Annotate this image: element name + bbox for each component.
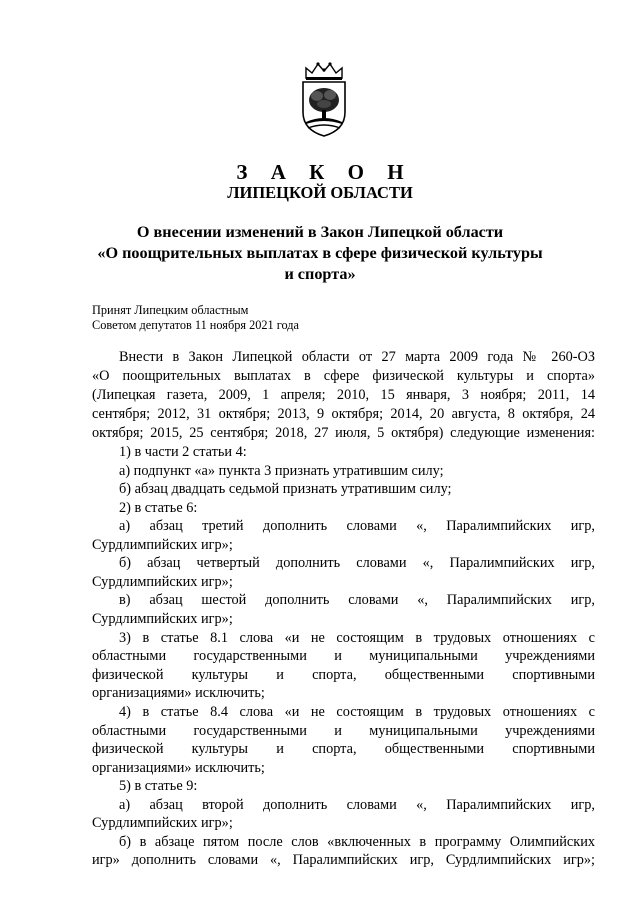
body-line: организациями» исключить;: [92, 760, 265, 776]
body-line: областными государственными и муниципальными учреждениями: [92, 723, 595, 739]
body-line: физической культуры и спорта, общественными спортивными: [92, 741, 595, 757]
law-title: З А К О Н: [236, 160, 413, 184]
law-heading-line: О внесении изменений в Закон Липецкой области: [136, 223, 504, 241]
body-line: 1) в части 2 статьи 4:: [119, 444, 247, 460]
body-line: 4) в статье 8.4 слова «и не состоящим в трудовых отношениях с: [119, 704, 595, 720]
body-line: а) абзац третий дополнить словами «, Паралимпийских игр,: [119, 518, 595, 534]
body-line: 5) в статье 9:: [119, 778, 198, 794]
law-region: ЛИПЕЦКОЙ ОБЛАСТИ: [227, 183, 413, 202]
body-line: (Липецкая газета, 2009, 1 апреля; 2010, 15 января, 3 ноября; 2011, 14: [92, 387, 595, 403]
adoption-note: Принят Липецким областным: [92, 303, 249, 317]
body-line: Сурдлимпийских игр»;: [92, 574, 233, 590]
law-heading-line: и спорта»: [284, 265, 356, 283]
body-line: 3) в статье 8.1 слова «и не состоящим в трудовых отношениях с: [119, 630, 595, 646]
body-line: а) абзац второй дополнить словами «, Паралимпийских игр,: [119, 797, 595, 813]
body-line: сентября; 2012, 31 октября; 2013, 9 октября; 2014, 20 августа, 8 октября, 24: [92, 406, 595, 422]
body-line: Внести в Закон Липецкой области от 27 марта 2009 года № 260-ОЗ: [119, 349, 595, 365]
body-line: октября; 2015, 25 сентября; 2018, 27 июля, 5 октября) следующие изменения:: [92, 425, 595, 441]
body-line: Сурдлимпийских игр»;: [92, 537, 233, 553]
body-line: а) подпункт «а» пункта 3 признать утратившим силу;: [119, 463, 444, 479]
body-line: б) в абзаце пятом после слов «включенных в программу Олимпийских: [119, 834, 595, 850]
body-line: б) абзац четвертый дополнить словами «, Паралимпийских игр,: [119, 555, 595, 571]
body-line: организациями» исключить;: [92, 685, 265, 701]
body-line: «О поощрительных выплатах в сфере физической культуры и спорта»: [92, 368, 595, 384]
body-line: Сурдлимпийских игр»;: [92, 611, 233, 627]
body-line: 2) в статье 6:: [119, 500, 198, 516]
body-line: физической культуры и спорта, общественными спортивными: [92, 667, 595, 683]
law-heading-line: «О поощрительных выплатах в сфере физической культуры: [97, 244, 543, 262]
body-line: областными государственными и муниципальными учреждениями: [92, 648, 595, 664]
lipetsk-oblast-coat-of-arms-icon: [296, 60, 352, 138]
adoption-note: Советом депутатов 11 ноября 2021 года: [92, 318, 299, 332]
body-line: игр» дополнить словами «, Паралимпийских игр, Сурдлимпийских игр»;: [92, 852, 595, 868]
body-line: Сурдлимпийских игр»;: [92, 815, 233, 831]
body-line: б) абзац двадцать седьмой признать утратившим силу;: [119, 481, 452, 497]
body-line: в) абзац шестой дополнить словами «, Паралимпийских игр,: [119, 592, 595, 608]
